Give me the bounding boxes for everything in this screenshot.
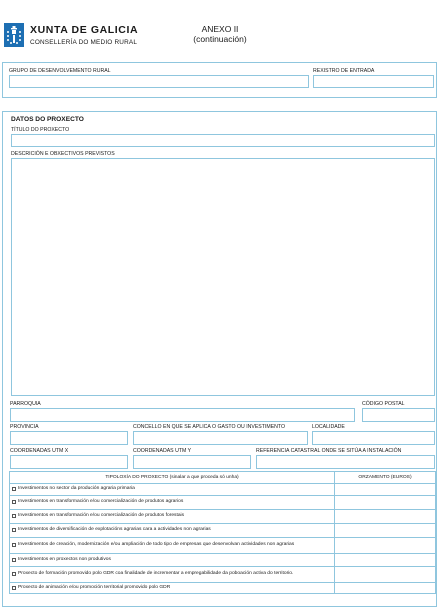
org-name: XUNTA DE GALICIA — [30, 24, 139, 36]
annex-subtitle: (continuación) — [193, 34, 247, 44]
council-label: CONCELLO EN QUE SE APLICA O GASTO OU INVESTIMENTO — [133, 424, 286, 430]
typology-option[interactable] — [10, 554, 335, 567]
table-row — [10, 496, 436, 510]
table-row — [10, 484, 436, 496]
typology-header-right: ORZAMENTO (EUROS) — [335, 472, 436, 484]
postal-code-label: CÓDIGO POSTAL — [362, 401, 405, 407]
table-row — [10, 510, 436, 524]
project-title-field[interactable] — [11, 134, 435, 147]
budget-cell[interactable] — [335, 583, 436, 594]
typology-option-label: Investimentos de diversificación de explotacións agrarias cara a actividades non agrarias — [18, 527, 211, 533]
table-row — [10, 524, 436, 538]
budget-cell[interactable] — [335, 538, 436, 554]
checkbox[interactable] — [12, 572, 16, 576]
typology-option[interactable] — [10, 496, 335, 510]
typology-option[interactable] — [10, 583, 335, 594]
table-row — [10, 554, 436, 567]
province-field[interactable] — [10, 431, 128, 445]
galicia-crest-icon — [4, 23, 24, 47]
council-field[interactable] — [133, 431, 308, 445]
budget-cell[interactable] — [335, 510, 436, 524]
utm-y-label: COORDENADAS UTM Y — [133, 448, 192, 454]
table-row — [10, 583, 436, 594]
table-row — [10, 567, 436, 583]
typology-option-label: Investimentos en transformación e/ou comercialización de produtos agrarios — [18, 499, 184, 505]
xunta-logo — [4, 23, 24, 47]
typology-option-label: Investimentos no sector da produción agraria primaria — [18, 486, 135, 492]
group-label: GRUPO DE DESENVOLVEMENTO RURAL — [9, 68, 111, 74]
typology-header-left: TIPOLOXÍA DO PROXECTO (sinalar a que proceda só unha) — [10, 472, 335, 484]
checkbox[interactable] — [12, 558, 16, 562]
department-name: CONSELLERÍA DO MEDIO RURAL — [30, 39, 138, 46]
typology-option-label: Investimentos en proxectos non produtivos — [18, 556, 111, 562]
typology-option-label: Proxecto de formación promovido polo GDR coa finalidade de incrementar a empregabilidade da poboación activa do territorio. — [18, 571, 294, 577]
utm-x-label: COORDENADAS UTM X — [10, 448, 69, 454]
utm-x-field[interactable] — [10, 455, 128, 469]
project-section-title: DATOS DO PROXECTO — [11, 116, 84, 123]
locality-label: LOCALIDADE — [312, 424, 345, 430]
registry-label: REXISTRO DE ENTRADA — [313, 68, 375, 74]
group-field[interactable] — [9, 75, 309, 88]
cadastral-field[interactable] — [256, 455, 435, 469]
utm-y-field[interactable] — [133, 455, 251, 469]
typology-option[interactable] — [10, 538, 335, 554]
budget-cell[interactable] — [335, 524, 436, 538]
annex-title: ANEXO II — [201, 24, 239, 34]
typology-option[interactable] — [10, 524, 335, 538]
checkbox[interactable] — [12, 586, 16, 590]
parish-label: PARROQUIA — [10, 401, 41, 407]
typology-header-row — [10, 472, 436, 484]
project-title-label: TÍTULO DO PROXECTO — [11, 127, 70, 133]
registry-field[interactable] — [313, 75, 434, 88]
description-field[interactable] — [11, 158, 435, 396]
table-row — [10, 538, 436, 554]
typology-option[interactable] — [10, 510, 335, 524]
locality-field[interactable] — [312, 431, 435, 445]
typology-option-label: Investimentos de creación, modernización e/ou ampliación de todo tipo de empresas que desenvolvan actividades non agrarias — [18, 542, 295, 548]
checkbox[interactable] — [12, 500, 16, 504]
annex-heading — [170, 24, 270, 44]
province-label: PROVINCIA — [10, 424, 39, 430]
postal-code-field[interactable] — [362, 408, 435, 422]
description-label: DESCRICIÓN E OBXECTIVOS PREVISTOS — [11, 151, 115, 157]
typology-option-label: Proxecto de animación e/ou promoción territorial promovido polo GDR — [18, 584, 171, 590]
typology-option[interactable] — [10, 484, 335, 496]
cadastral-label: REFERENCIA CATASTRAL ONDE SE SITÚA A INSTALACIÓN — [256, 448, 402, 454]
checkbox[interactable] — [12, 528, 16, 532]
parish-field[interactable] — [10, 408, 355, 422]
budget-cell[interactable] — [335, 567, 436, 583]
checkbox[interactable] — [12, 487, 16, 491]
budget-cell[interactable] — [335, 554, 436, 567]
typology-option[interactable] — [10, 567, 335, 583]
checkbox[interactable] — [12, 543, 16, 547]
budget-cell[interactable] — [335, 496, 436, 510]
budget-cell[interactable] — [335, 484, 436, 496]
checkbox[interactable] — [12, 514, 16, 518]
typology-option-label: Investimentos en transformación e/ou comercialización de produtos forestais — [18, 513, 185, 519]
typology-table — [9, 471, 436, 594]
